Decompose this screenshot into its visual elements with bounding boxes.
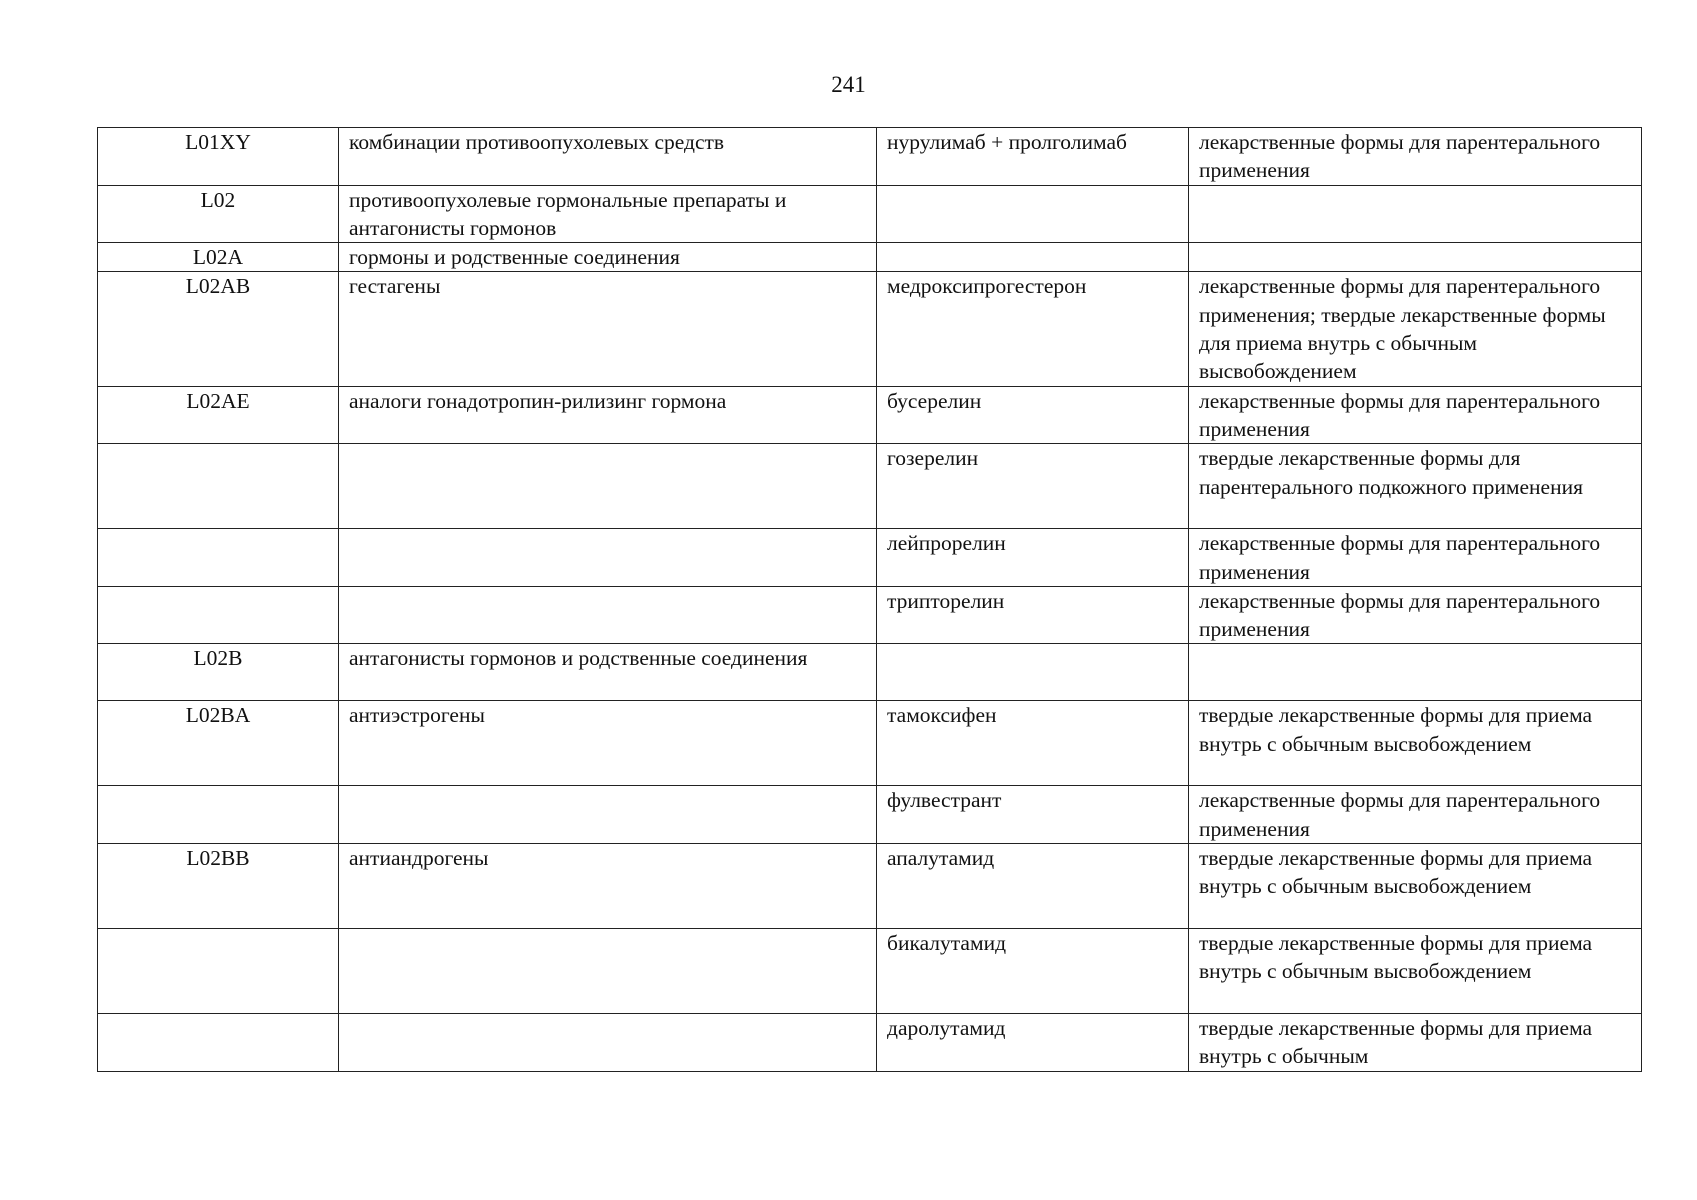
drug-cell: [877, 243, 1189, 272]
group-cell: [339, 1014, 877, 1072]
group-cell: противоопухолевые гормональные препараты и антагонисты гормонов: [339, 185, 877, 243]
drug-cell: фулвестрант: [877, 786, 1189, 844]
drug-cell: лейпрорелин: [877, 529, 1189, 587]
atc-code-cell: [98, 1014, 339, 1072]
dosage-form-cell: [1189, 185, 1642, 243]
group-cell: [339, 529, 877, 587]
dosage-form-cell: лекарственные формы для парентерального применения: [1189, 586, 1642, 644]
group-cell: [339, 586, 877, 644]
atc-code-cell: [98, 529, 339, 587]
atc-code-cell: L02B: [98, 644, 339, 701]
group-cell: антиэстрогены: [339, 701, 877, 786]
dosage-form-cell: лекарственные формы для парентерального применения: [1189, 128, 1642, 186]
dosage-form-cell: лекарственные формы для парентерального применения: [1189, 386, 1642, 444]
drug-cell: тамоксифен: [877, 701, 1189, 786]
group-cell: аналоги гонадотропин-рилизинг гормона: [339, 386, 877, 444]
atc-code-cell: L02AE: [98, 386, 339, 444]
dosage-form-cell: [1189, 243, 1642, 272]
atc-code-cell: [98, 586, 339, 644]
group-cell: [339, 444, 877, 529]
table-row: [98, 386, 1642, 444]
dosage-form-cell: лекарственные формы для парентерального применения: [1189, 786, 1642, 844]
table-row: [98, 243, 1642, 272]
table-row: [98, 844, 1642, 929]
atc-code-cell: L02AB: [98, 272, 339, 386]
atc-code-cell: L02BB: [98, 844, 339, 929]
table-row: [98, 444, 1642, 529]
atc-code-cell: [98, 786, 339, 844]
drug-cell: медроксипрогестерон: [877, 272, 1189, 386]
atc-code-cell: L02BA: [98, 701, 339, 786]
drug-cell: трипторелин: [877, 586, 1189, 644]
dosage-form-cell: твердые лекарственные формы для приема внутрь с обычным: [1189, 1014, 1642, 1072]
table-row: [98, 272, 1642, 386]
dosage-form-cell: твердые лекарственные формы для приема внутрь с обычным высвобождением: [1189, 701, 1642, 786]
table-row: [98, 786, 1642, 844]
atc-code-cell: L02: [98, 185, 339, 243]
dosage-form-cell: твердые лекарственные формы для приема внутрь с обычным высвобождением: [1189, 929, 1642, 1014]
table-row: [98, 929, 1642, 1014]
drug-table: [97, 127, 1642, 1072]
table-row: [98, 586, 1642, 644]
table-row: [98, 701, 1642, 786]
drug-cell: бикалутамид: [877, 929, 1189, 1014]
drug-cell: апалутамид: [877, 844, 1189, 929]
atc-code-cell: L01XY: [98, 128, 339, 186]
group-cell: [339, 929, 877, 1014]
atc-code-cell: [98, 444, 339, 529]
dosage-form-cell: [1189, 644, 1642, 701]
dosage-form-cell: лекарственные формы для парентерального применения: [1189, 529, 1642, 587]
group-cell: комбинации противоопухолевых средств: [339, 128, 877, 186]
table-row: [98, 128, 1642, 186]
group-cell: антиандрогены: [339, 844, 877, 929]
page-number: 241: [831, 72, 866, 97]
group-cell: антагонисты гормонов и родственные соединения: [339, 644, 877, 701]
drug-cell: [877, 185, 1189, 243]
atc-code-cell: [98, 929, 339, 1014]
table-row: [98, 1014, 1642, 1072]
dosage-form-cell: лекарственные формы для парентерального применения; твердые лекарственные формы для приема внутрь с обычным высвобождением: [1189, 272, 1642, 386]
drug-cell: бусерелин: [877, 386, 1189, 444]
dosage-form-cell: твердые лекарственные формы для парентерального подкожного применения: [1189, 444, 1642, 529]
atc-code-cell: L02A: [98, 243, 339, 272]
group-cell: гестагены: [339, 272, 877, 386]
drug-cell: гозерелин: [877, 444, 1189, 529]
drug-cell: даролутамид: [877, 1014, 1189, 1072]
drug-cell: [877, 644, 1189, 701]
group-cell: гормоны и родственные соединения: [339, 243, 877, 272]
table-row: [98, 644, 1642, 701]
table-row: [98, 185, 1642, 243]
dosage-form-cell: твердые лекарственные формы для приема внутрь с обычным высвобождением: [1189, 844, 1642, 929]
drug-cell: нурулимаб + пролголимаб: [877, 128, 1189, 186]
table-row: [98, 529, 1642, 587]
group-cell: [339, 786, 877, 844]
